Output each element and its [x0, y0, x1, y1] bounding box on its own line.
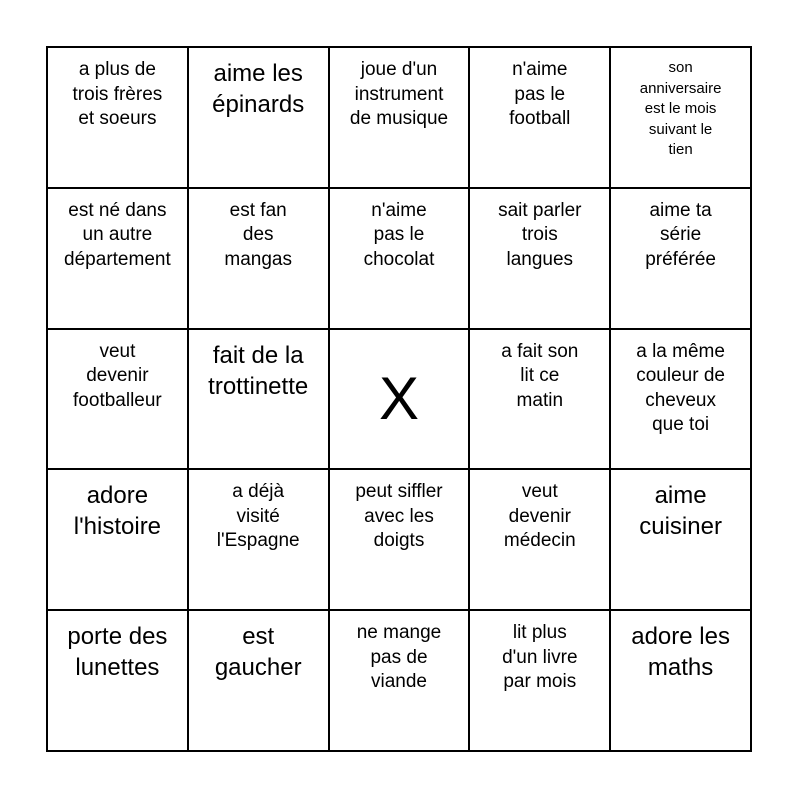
- bingo-cell[interactable]: [611, 330, 752, 471]
- bingo-cell[interactable]: [330, 470, 471, 611]
- bingo-cell[interactable]: [330, 611, 471, 752]
- bingo-cell[interactable]: [48, 470, 189, 611]
- cell-text: n'aime pas le chocolat: [363, 199, 435, 270]
- cell-text: aime ta série préférée: [645, 199, 716, 270]
- bingo-cell[interactable]: [48, 611, 189, 752]
- bingo-cell[interactable]: [611, 48, 752, 189]
- cell-text: est né dans un autre département: [64, 199, 171, 270]
- bingo-cell[interactable]: [48, 330, 189, 471]
- free-space-cell[interactable]: [330, 330, 471, 471]
- cell-text: a déjà visité l'Espagne: [216, 481, 300, 552]
- cell-text: a fait son lit ce matin: [501, 340, 579, 411]
- cell-text: aime les épinards: [212, 60, 305, 118]
- cell-text: sait parler trois langues: [498, 199, 582, 270]
- cell-text: adore l'histoire: [73, 482, 162, 541]
- cell-text: lit plus d'un livre par mois: [502, 622, 578, 693]
- bingo-cell[interactable]: [189, 470, 330, 611]
- bingo-cell[interactable]: [611, 189, 752, 330]
- cell-text: a la même couleur de cheveux que toi: [636, 340, 725, 436]
- bingo-cell[interactable]: [189, 611, 330, 752]
- bingo-cell[interactable]: [189, 189, 330, 330]
- bingo-cell[interactable]: [470, 189, 611, 330]
- bingo-cell[interactable]: [48, 48, 189, 189]
- cell-text: son anniversaire est le mois suivant le tien: [639, 59, 722, 158]
- cell-text: peut siffler avec les doigts: [355, 481, 443, 552]
- cell-text: ne mange pas de viande: [356, 622, 442, 693]
- bingo-cell[interactable]: [611, 470, 752, 611]
- cell-text: est fan des mangas: [224, 199, 292, 270]
- bingo-cell[interactable]: [470, 470, 611, 611]
- bingo-cell[interactable]: [48, 189, 189, 330]
- bingo-cell[interactable]: [330, 48, 471, 189]
- bingo-cell[interactable]: [470, 330, 611, 471]
- bingo-board: [46, 46, 752, 752]
- bingo-cell[interactable]: [470, 611, 611, 752]
- cell-text: adore les maths: [631, 623, 730, 682]
- cell-text: porte des lunettes: [67, 623, 168, 682]
- bingo-cell[interactable]: [189, 48, 330, 189]
- cell-text: fait de la trottinette: [208, 341, 309, 400]
- cell-text: aime cuisiner: [639, 482, 722, 541]
- bingo-cell[interactable]: [330, 189, 471, 330]
- bingo-cell[interactable]: [611, 611, 752, 752]
- bingo-cell[interactable]: [189, 330, 330, 471]
- cell-text: est gaucher: [214, 623, 302, 682]
- cell-text: a plus de trois frères et soeurs: [72, 59, 163, 129]
- cell-text: veut devenir footballeur: [73, 340, 162, 411]
- cell-text: n'aime pas le football: [509, 59, 571, 129]
- bingo-cell[interactable]: [470, 48, 611, 189]
- cell-text: joue d'un instrument de musique: [349, 59, 449, 129]
- cell-text: veut devenir médecin: [503, 481, 576, 552]
- free-space-mark: X: [378, 364, 419, 432]
